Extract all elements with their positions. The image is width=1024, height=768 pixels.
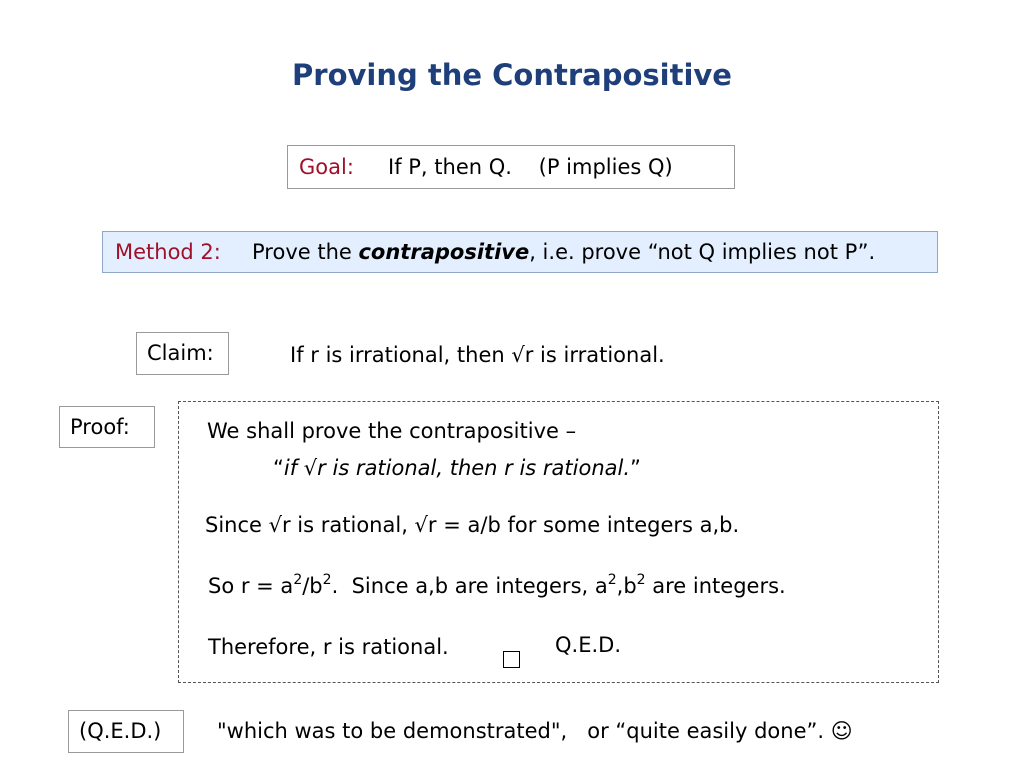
line4-part-4: ,b	[616, 574, 637, 598]
qed-label: (Q.E.D.)	[79, 719, 162, 743]
line4-sup-4: 2	[636, 572, 646, 588]
qed-label-box	[68, 710, 184, 753]
claim-label-box	[136, 332, 229, 375]
qed-explanation: "which was to be demonstrated", or “quite easily done”. ☺	[217, 719, 853, 743]
qed-mark: Q.E.D.	[555, 633, 621, 657]
line4-part-5: are integers.	[645, 574, 786, 598]
qed-square-icon	[503, 651, 520, 668]
claim-label: Claim:	[147, 341, 214, 365]
contrapositive-statement: if √r is rational, then r is rational.	[283, 456, 631, 480]
method-emphasis: contrapositive	[358, 240, 530, 264]
proof-line-4	[208, 574, 786, 598]
proof-line-5: Therefore, r is rational.	[208, 635, 449, 659]
proof-label-box	[59, 406, 155, 448]
line4-part-2: /b	[302, 574, 323, 598]
line4-part-3: . Since a,b are integers, a	[331, 574, 608, 598]
goal-label: Goal:	[299, 155, 354, 179]
method-text	[252, 240, 875, 264]
proof-line-2	[273, 456, 641, 480]
proof-label: Proof:	[70, 415, 130, 439]
quote-close: ”	[630, 456, 641, 480]
line4-sup-2: 2	[322, 572, 332, 588]
method-text-after: , i.e. prove “not Q implies not P”.	[529, 240, 876, 264]
line4-sup-1: 2	[293, 572, 303, 588]
quote-open: “	[273, 456, 284, 480]
method-box	[102, 231, 938, 273]
proof-line-3: Since √r is rational, √r = a/b for some integers a,b.	[205, 513, 740, 537]
claim-text: If r is irrational, then √r is irrational.	[290, 343, 665, 367]
method-text-before: Prove the	[252, 240, 359, 264]
page-title: Proving the Contrapositive	[292, 58, 732, 92]
line4-part-1: So r = a	[208, 574, 294, 598]
goal-text: If P, then Q. (P implies Q)	[388, 155, 673, 179]
goal-box	[287, 145, 735, 189]
line4-sup-3: 2	[607, 572, 617, 588]
method-label: Method 2:	[115, 240, 221, 264]
proof-line-1: We shall prove the contrapositive –	[207, 419, 577, 443]
